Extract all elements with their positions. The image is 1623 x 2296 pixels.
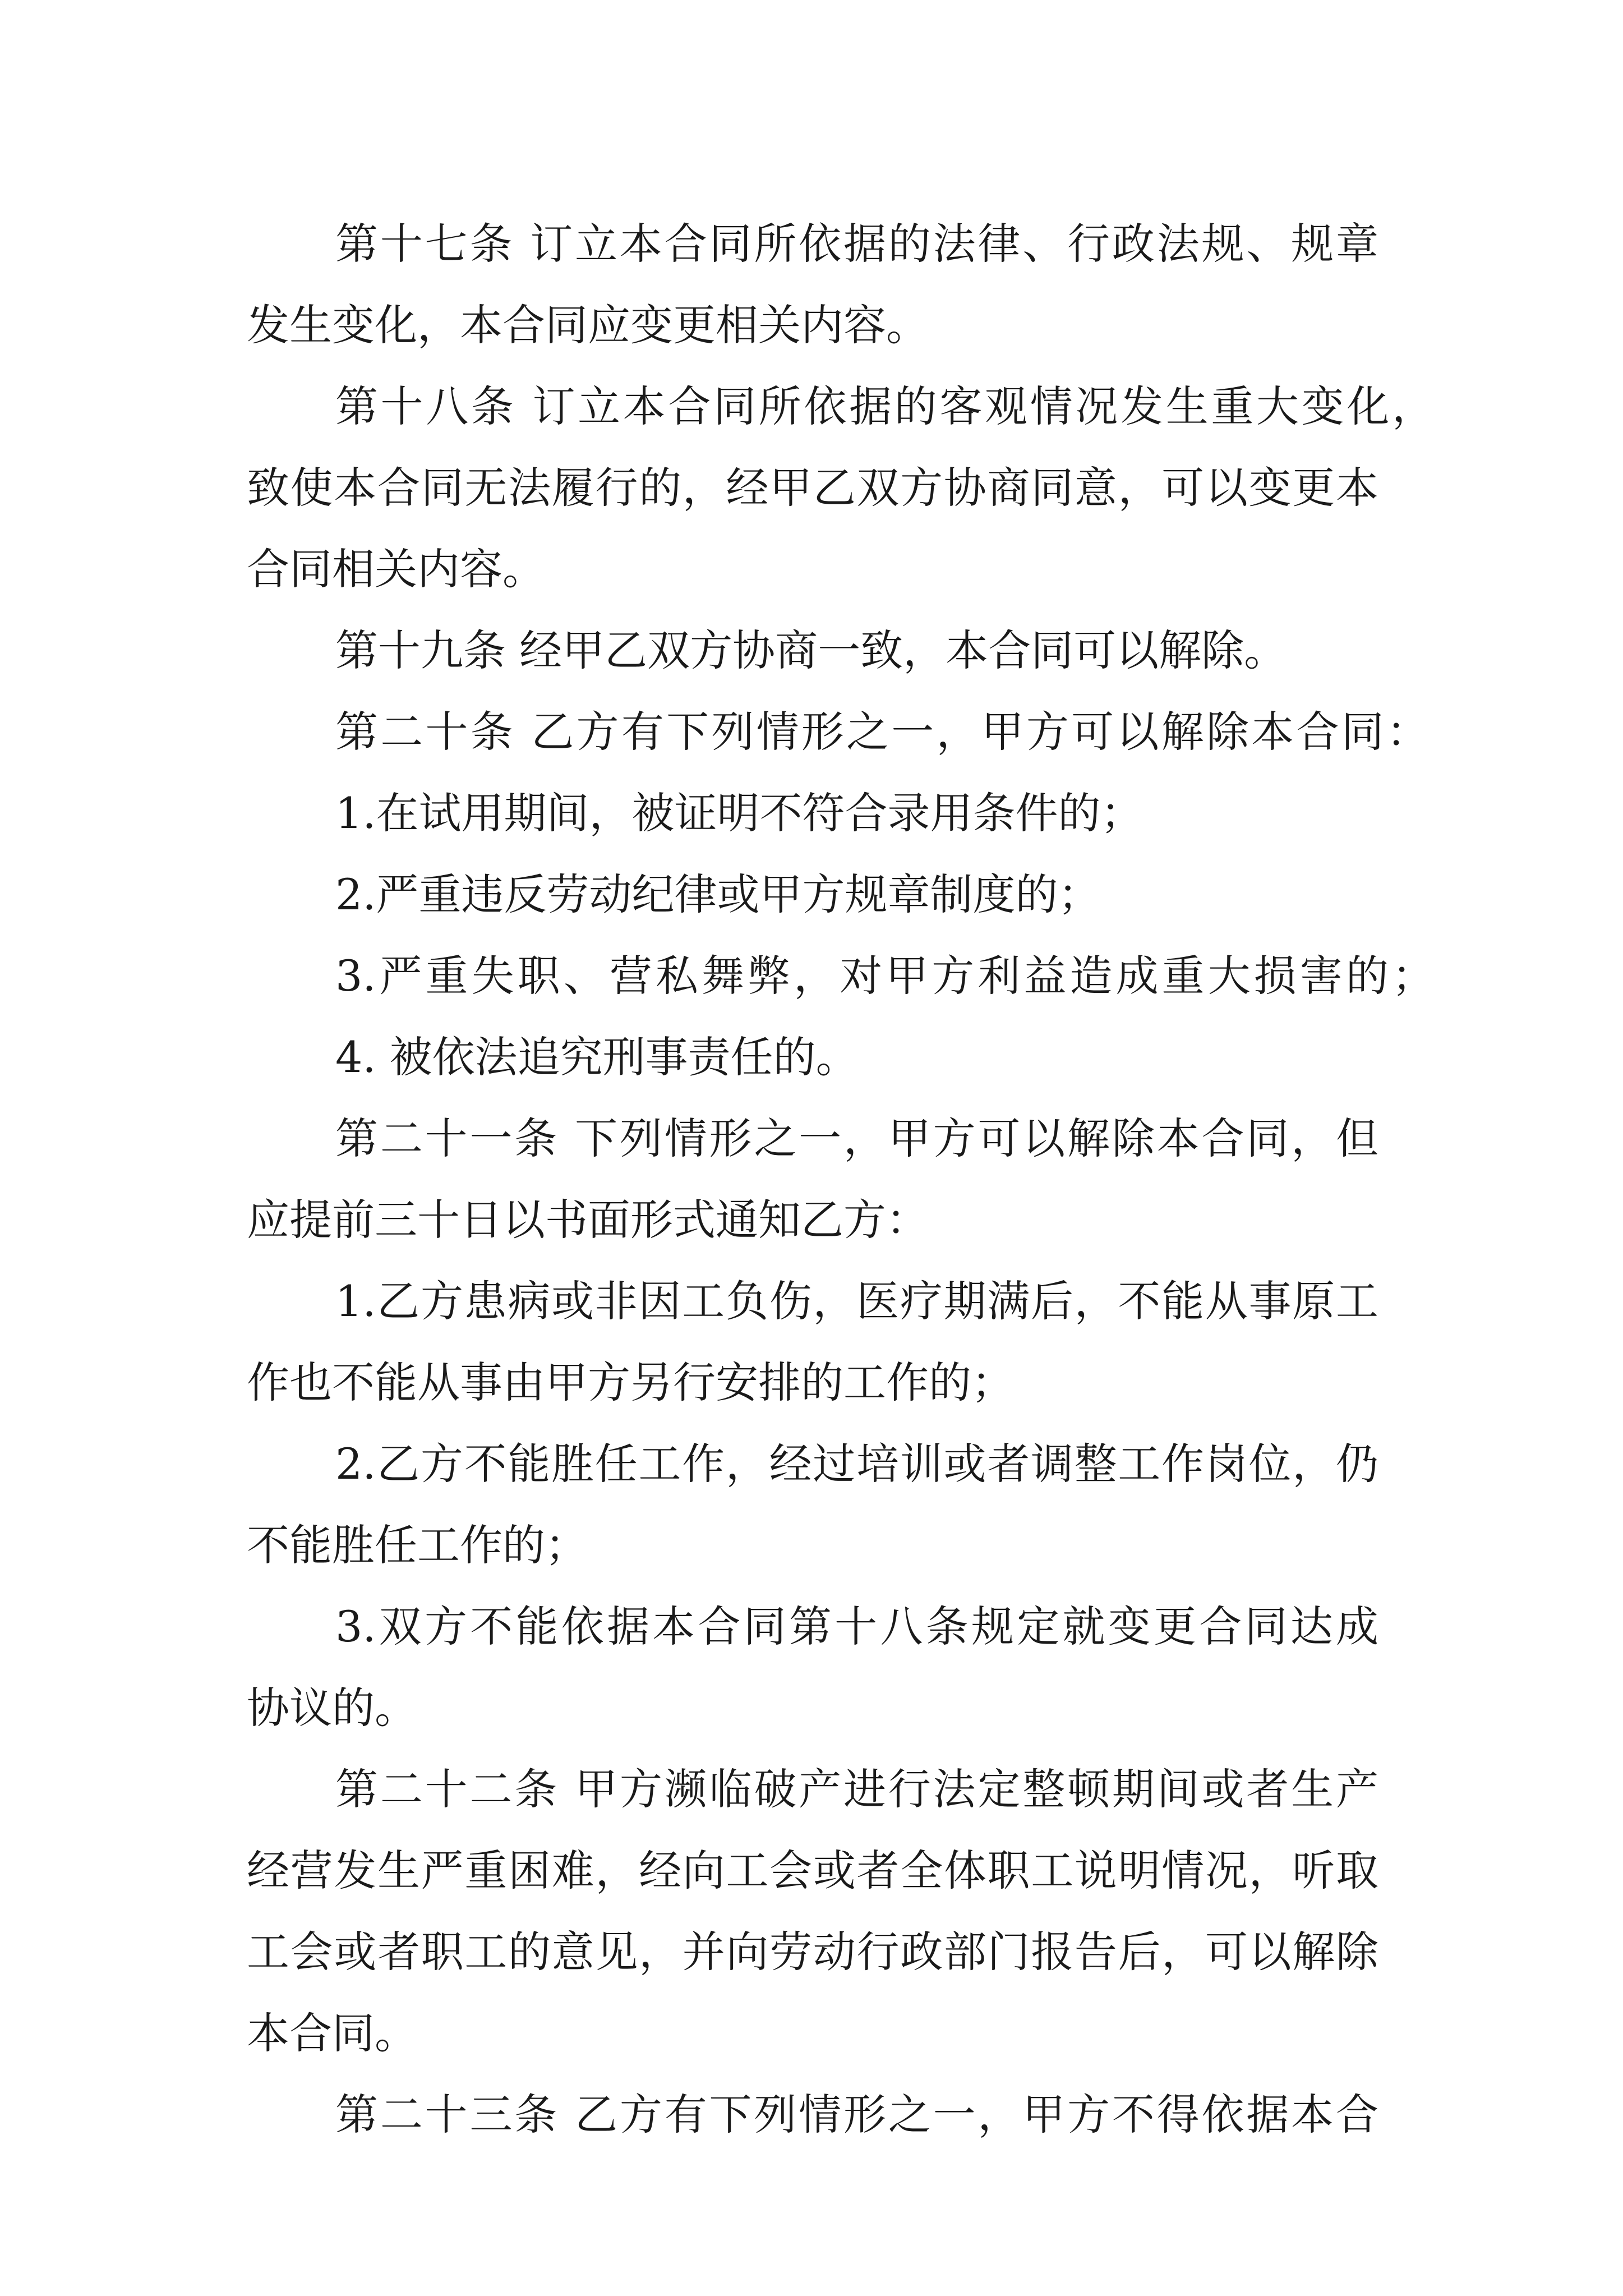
text-line: 第十八条 订立本合同所依据的客观情况发生重大变化， (335, 381, 1435, 431)
text-line: 3.严重失职、营私舞弊，对甲方利益造成重大损害的； (335, 951, 1435, 1001)
text-line: 致使本合同无法履行的，经甲乙双方协商同意，可以变更本 (247, 463, 1378, 513)
text-line: 2.严重违反劳动纪律或甲方规章制度的； (335, 869, 1101, 919)
text-line: 作也不能从事由甲方另行安排的工作的； (247, 1358, 1014, 1407)
text-line: 4. 被依法追究刑事责任的。 (335, 1032, 859, 1082)
text-line: 第二十一条 下列情形之一，甲方可以解除本合同，但 (335, 1114, 1378, 1163)
text-line: 工会或者职工的意见，并向劳动行政部门报告后，可以解除 (247, 1927, 1378, 1977)
text-line: 经营发生严重困难，经向工会或者全体职工说明情况，听取 (247, 1846, 1378, 1895)
text-line: 合同相关内容。 (247, 544, 545, 594)
text-line: 第十七条 订立本合同所依据的法律、行政法规、规章 (335, 219, 1378, 269)
text-line: 第二十条 乙方有下列情形之一，甲方可以解除本合同： (335, 707, 1429, 757)
text-line: 3.双方不能依据本合同第十八条规定就变更合同达成 (335, 1602, 1378, 1651)
text-line: 协议的。 (247, 1683, 417, 1733)
text-line: 第十九条 经甲乙双方协商一致，本合同可以解除。 (335, 625, 1287, 675)
text-line: 不能胜任工作的； (247, 1520, 588, 1570)
text-line: 第二十三条 乙方有下列情形之一，甲方不得依据本合 (335, 2090, 1378, 2139)
text-line: 本合同。 (247, 2008, 417, 2058)
text-line: 应提前三十日以书面形式通知乙方： (247, 1195, 929, 1245)
text-line: 第二十二条 甲方濒临破产进行法定整顿期间或者生产 (335, 1764, 1378, 1814)
text-line: 1.在试用期间，被证明不符合录用条件的； (335, 788, 1144, 838)
text-line: 1.乙方患病或非因工负伤，医疗期满后，不能从事原工 (335, 1276, 1378, 1326)
text-line: 发生变化，本合同应变更相关内容。 (247, 300, 929, 350)
text-line: 2.乙方不能胜任工作，经过培训或者调整工作岗位，仍 (335, 1439, 1378, 1489)
